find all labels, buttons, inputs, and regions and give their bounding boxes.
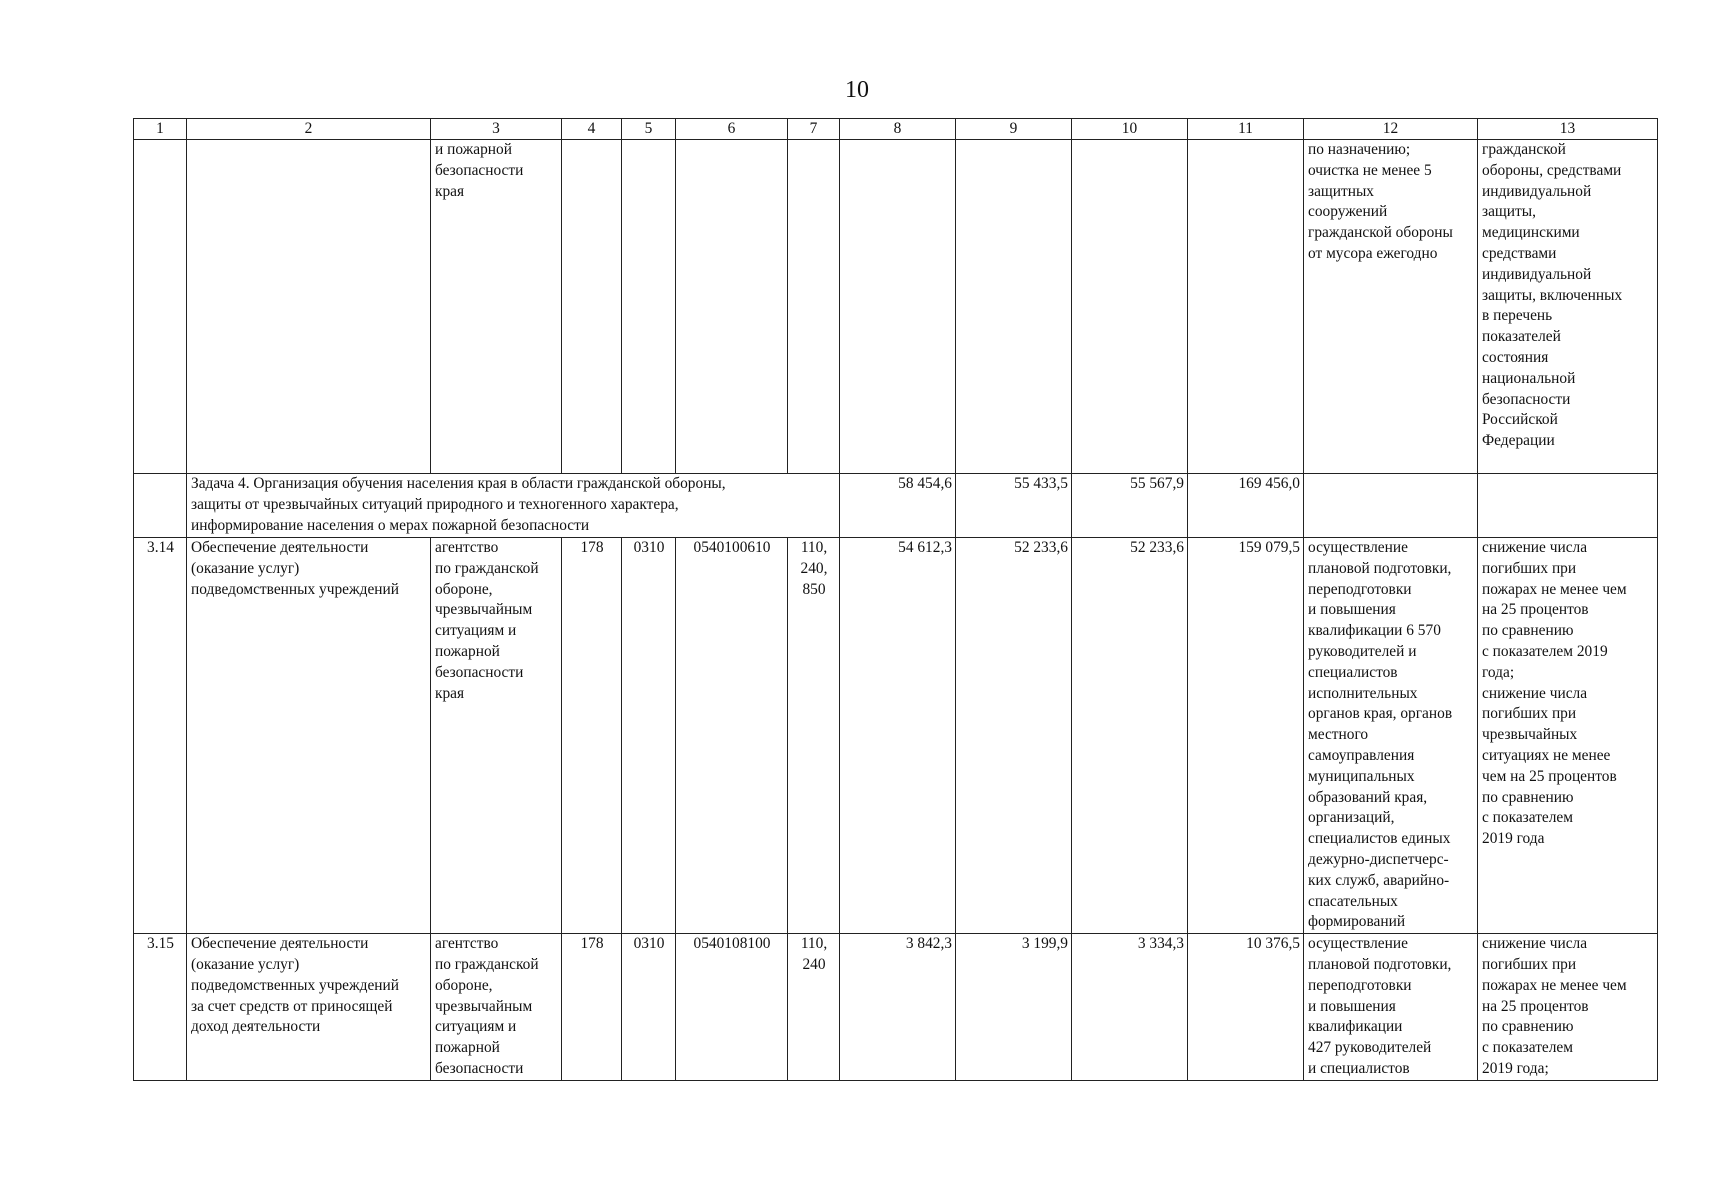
column-number-cell: 4 (562, 119, 622, 140)
rzpr-code: 0310 (622, 538, 676, 934)
executor-cell: агентство по гражданской обороне, чрезвычайным ситуациям и пожарной безопасности края (431, 538, 562, 934)
amount-cell: 3 334,3 (1072, 934, 1188, 1081)
continuation-row (134, 140, 1658, 474)
table-cell (788, 140, 840, 474)
column-number-cell: 2 (187, 119, 431, 140)
column-number-cell: 5 (622, 119, 676, 140)
table-cell (622, 140, 676, 474)
amount-cell: 58 454,6 (840, 474, 956, 538)
table-cell (134, 140, 187, 474)
table-cell (676, 140, 788, 474)
row-number: 3.14 (134, 538, 187, 934)
page-number: 10 (845, 77, 869, 103)
expected-result-cell: осуществление плановой подготовки, переподготовки и повышения квалификации 427 руководителей и специалистов (1304, 934, 1478, 1081)
task-row (134, 474, 1658, 538)
table-row (134, 934, 1658, 1081)
table-row (134, 538, 1658, 934)
column-number-cell: 12 (1304, 119, 1478, 140)
csr-code: 0540100610 (676, 538, 788, 934)
amount-cell: 54 612,3 (840, 538, 956, 934)
amount-cell: 55 567,9 (1072, 474, 1188, 538)
grbs-code: 178 (562, 934, 622, 1081)
csr-code: 0540108100 (676, 934, 788, 1081)
column-number-cell: 8 (840, 119, 956, 140)
rzpr-code: 0310 (622, 934, 676, 1081)
vr-code: 110, 240, 850 (788, 538, 840, 934)
column-number-cell: 1 (134, 119, 187, 140)
executor-cell: агентство по гражданской обороне, чрезвычайным ситуациям и пожарной безопасности (431, 934, 562, 1081)
expected-result-cell: осуществление плановой подготовки, переподготовки и повышения квалификации 6 570 руководителей и специалистов исполнительных органов края, органов местного самоуправления муниципальных образований края, организаций, специалистов единых дежурно-диспетчерс- ких служб, аварийно- спасательных формирований (1304, 538, 1478, 934)
table-cell (1072, 140, 1188, 474)
table-cell (1478, 474, 1658, 538)
amount-cell: 55 433,5 (956, 474, 1072, 538)
amount-cell: 52 233,6 (1072, 538, 1188, 934)
amount-cell: 52 233,6 (956, 538, 1072, 934)
expected-result-cell: по назначению; очистка не менее 5 защитных сооружений гражданской обороны от мусора ежегодно (1304, 140, 1478, 474)
table-cell (562, 140, 622, 474)
table-cell (956, 140, 1072, 474)
table-cell (134, 474, 187, 538)
table-cell (1304, 474, 1478, 538)
total-amount-cell: 10 376,5 (1188, 934, 1304, 1081)
indicator-impact-cell: снижение числа погибших при пожарах не менее чем на 25 процентов по сравнению с показателем 2019 года; снижение числа погибших при чрезвычайных ситуациях не менее чем на 25 процентов по сравнению с показателем 2019 года (1478, 538, 1658, 934)
column-number-cell: 6 (676, 119, 788, 140)
activity-name: Обеспечение деятельности (оказание услуг) подведомственных учреждений за счет средств от приносящей доход деятельности (187, 934, 431, 1081)
program-table (133, 118, 1658, 1081)
vr-code: 110, 240 (788, 934, 840, 1081)
amount-cell: 3 199,9 (956, 934, 1072, 1081)
task-title: Задача 4. Организация обучения населения края в области гражданской обороны, защиты от чрезвычайных ситуаций природного и техногенного характера, информирование населения о мерах пожарной безопасности (187, 474, 840, 538)
column-number-cell: 3 (431, 119, 562, 140)
amount-cell: 3 842,3 (840, 934, 956, 1081)
indicator-impact-cell: гражданской обороны, средствами индивидуальной защиты, медицинскими средствами индивидуальной защиты, включенных в перечень показателей состояния национальной безопасности Российской Федерации (1478, 140, 1658, 474)
indicator-impact-cell: снижение числа погибших при пожарах не менее чем на 25 процентов по сравнению с показателем 2019 года; (1478, 934, 1658, 1081)
row-number: 3.15 (134, 934, 187, 1081)
total-amount-cell: 159 079,5 (1188, 538, 1304, 934)
table-cell (187, 140, 431, 474)
table-cell (1188, 140, 1304, 474)
grbs-code: 178 (562, 538, 622, 934)
column-number-cell: 10 (1072, 119, 1188, 140)
total-amount-cell: 169 456,0 (1188, 474, 1304, 538)
table-cell (840, 140, 956, 474)
column-number-cell: 13 (1478, 119, 1658, 140)
column-number-row (134, 119, 1658, 140)
executor-cell: и пожарной безопасности края (431, 140, 562, 474)
activity-name: Обеспечение деятельности (оказание услуг) подведомственных учреждений (187, 538, 431, 934)
column-number-cell: 9 (956, 119, 1072, 140)
column-number-cell: 7 (788, 119, 840, 140)
column-number-cell: 11 (1188, 119, 1304, 140)
